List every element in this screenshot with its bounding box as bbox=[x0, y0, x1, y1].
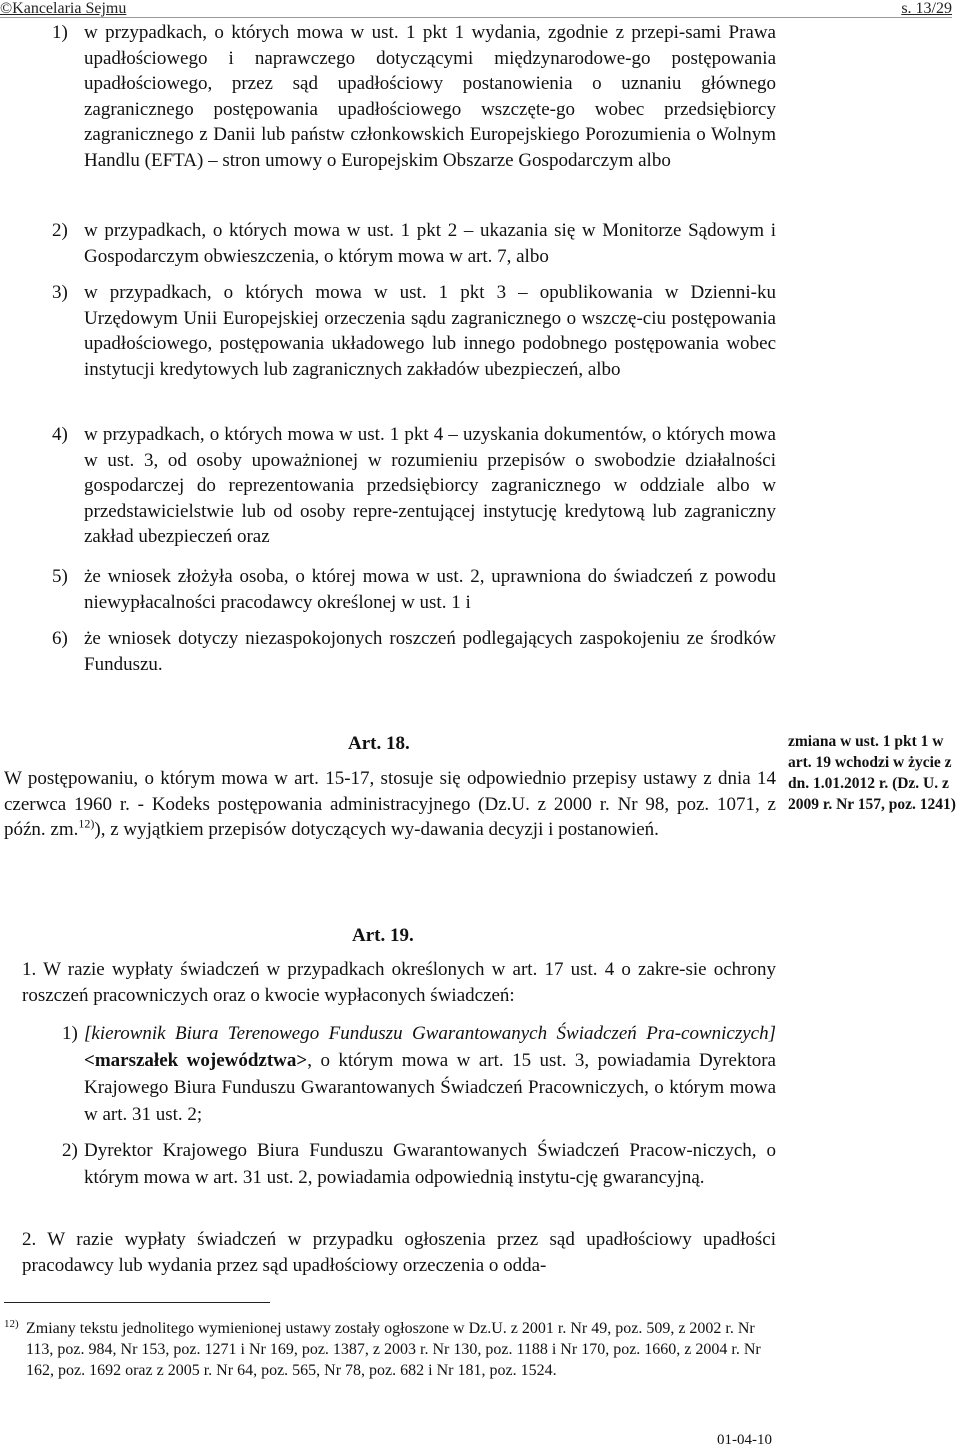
header-divider bbox=[0, 17, 952, 18]
article-19-paragraph-2: 2. W razie wypłaty świadczeń w przypadku ogłoszenia przez sąd upadłościowy upadłości pracodawcy lub wydania przez sąd upadłościowy orzeczenia o odda- bbox=[22, 1229, 776, 1276]
point-text bbox=[84, 1020, 776, 1128]
list-item-number: 1) bbox=[52, 22, 68, 43]
list-item-text: że wniosek złożyła osoba, o której mowa w ust. 2, uprawniona do świadczeń z powodu niewypłacalności pracodawcy określonej w ust. 1 i bbox=[84, 566, 776, 613]
list-item-text: że wniosek dotyczy niezaspokojonych roszczeń podlegających zaspokojeniu ze środków Funduszu. bbox=[84, 628, 776, 675]
footnote-12 bbox=[4, 1318, 776, 1381]
footnote-text: Zmiany tekstu jednolitego wymienionej ustawy zostały ogłoszone w Dz.U. z 2001 r. Nr 49, poz. 509, z 2002 r. Nr 113, poz. 984, Nr 153, poz. 1271 i Nr 169, poz. 1387, z 2003 r. Nr 130, poz. 1188 i Nr 170, poz. 1660, z 2004 r. Nr 162, poz. 1692 oraz z 2005 r. Nr 64, poz. 565, Nr 78, poz. 682 i Nr 181, poz. 1524. bbox=[26, 1320, 761, 1379]
list-item-6 bbox=[52, 626, 776, 677]
article-19-point-1 bbox=[62, 1020, 776, 1128]
amended-text: <marszałek województwa> bbox=[84, 1050, 308, 1071]
margin-amendment-note: zmiana w ust. 1 pkt 1 w art. 19 wchodzi w życie z dn. 1.01.2012 r. (Dz. U. z 2009 r. Nr 157, poz. 1241) bbox=[788, 733, 956, 813]
list-item-1 bbox=[52, 20, 776, 173]
list-item-text: w przypadkach, o których mowa w ust. 1 pkt 3 – opublikowania w Dzienni-ku Urzędowym Unii Europejskiej orzeczenia sądu zagranicznego o wszczę-ciu postępowania upadłościowego, postępowania układowego lub innego podobnego postępowania wobec instytucji kredytowych lub zagranicznych zakładów ubezpieczeń, albo bbox=[84, 282, 776, 380]
footnote-ref-12[interactable]: 12) bbox=[78, 816, 95, 831]
article-19-title: Art. 19. bbox=[352, 925, 414, 946]
point-text: Dyrektor Krajowego Biura Funduszu Gwarantowanych Świadczeń Pracow-niczych, o którym mowa w art. 31 ust. 2, powiadamia odpowiednią instytu-cję gwarancyjną. bbox=[84, 1140, 776, 1188]
list-item-4 bbox=[52, 422, 776, 550]
list-item-text: w przypadkach, o których mowa w ust. 1 pkt 1 wydania, zgodnie z przepi-sami Prawa upadłościowego i naprawczego dotyczącymi międzynarodowe-go postępowania upadłościowego, przez sąd upadłościowy postanowienia o uznaniu głównego zagranicznego postępowania upadłościowego wszczęte-go wobec przedsiębiorcy zagranicznego z Danii lub państw członkowskich Europejskiego Porozumienia o Wolnym Handlu (EFTA) – stron umowy o Europejskim Obszarze Gospodarczym albo bbox=[84, 22, 776, 171]
article-18-text-part-a: W postępowaniu, o którym mowa w art. 15-17, stosuje się odpowiednio przepisy ustawy z dnia 14 czerwca 1960 r. - Kodeks postępowania administracyjnego (Dz.U. z 2000 r. Nr 98, poz. 1071, z późn. zm. bbox=[4, 768, 776, 840]
article-18-title: Art. 18. bbox=[348, 733, 410, 754]
list-item-number: 4) bbox=[52, 424, 68, 445]
point-number: 2) bbox=[62, 1140, 78, 1161]
list-item-number: 6) bbox=[52, 628, 68, 649]
list-item-3 bbox=[52, 280, 776, 382]
footnote-divider bbox=[4, 1302, 270, 1303]
article-19-paragraph-1: 1. W razie wypłaty świadczeń w przypadkach określonych w art. 17 ust. 4 o zakre-sie ochrony roszczeń pracowniczych oraz o kwocie wypłaconych świadczeń: bbox=[22, 959, 776, 1006]
repealed-text: [kierownik Biura Terenowego Funduszu Gwarantowanych Świadczeń Pra-cowniczych] bbox=[84, 1023, 776, 1044]
article-18-text-part-b: ), z wyjątkiem przepisów dotyczących wy-dawania decyzji i postanowień. bbox=[94, 819, 659, 840]
list-item-number: 2) bbox=[52, 220, 68, 241]
article-18-text bbox=[4, 766, 776, 843]
header-source: ©Kancelaria Sejmu bbox=[0, 0, 127, 17]
list-item-text: w przypadkach, o których mowa w ust. 1 pkt 4 – uzyskania dokumentów, o których mowa w ust. 3, od osoby upoważnionej w rozumieniu przepisów o swobodzie działalności gospodarczej do reprezentowania przedsiębiorcy zagranicznego w oddziale albo w przedstawicielstwie lub od osoby repre-zentującej instytucję kredytową lub zagraniczny zakład ubezpieczeń oraz bbox=[84, 424, 776, 547]
point-number: 1) bbox=[62, 1023, 78, 1044]
list-item-5 bbox=[52, 564, 776, 615]
list-item-number: 5) bbox=[52, 566, 68, 587]
list-item-number: 3) bbox=[52, 282, 68, 303]
list-item-text: w przypadkach, o których mowa w ust. 1 pkt 2 – ukazania się w Monitorze Sądowym i Gospodarczym obwieszczenia, o którym mowa w art. 7, albo bbox=[84, 220, 776, 267]
footer-date: 01-04-10 bbox=[717, 1432, 772, 1448]
list-item-2 bbox=[52, 218, 776, 269]
header-page-number: s. 13/29 bbox=[901, 0, 952, 17]
footnote-marker: 12) bbox=[4, 1318, 19, 1330]
article-19-point-2 bbox=[62, 1137, 776, 1191]
point-text-rest: , o którym mowa w art. 15 ust. 3, powiadamia Dyrektora Krajowego Biura Funduszu Gwarantowanych Świadczeń Pracowniczych, o którym mowa w art. 31 ust. 2; bbox=[84, 1050, 776, 1125]
